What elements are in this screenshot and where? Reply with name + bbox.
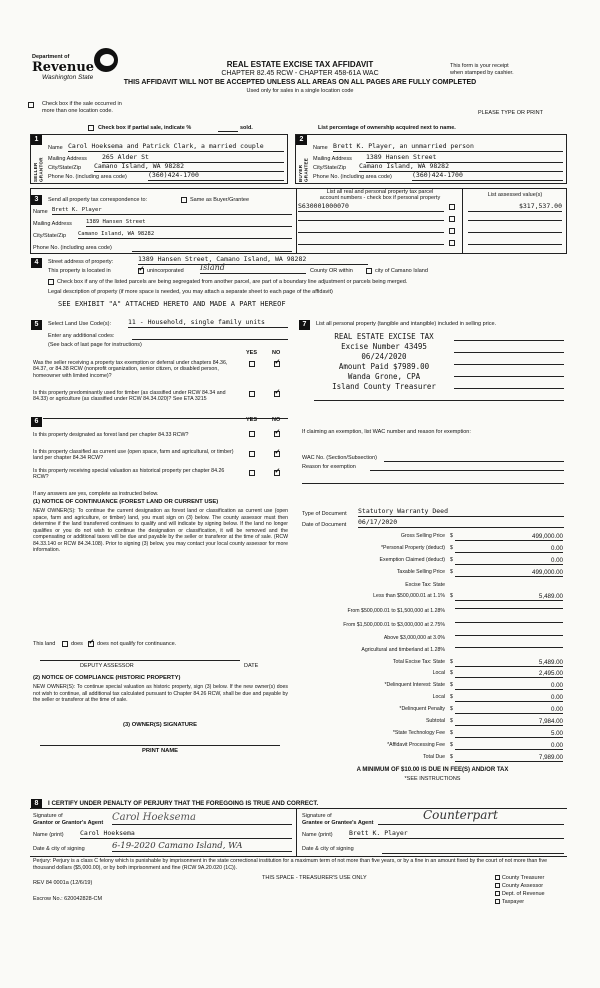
buyer-city-label: City/State/Zip <box>313 165 347 171</box>
tax-label: From $1,500,000.01 to $3,000,000 at 2.75% <box>343 622 445 628</box>
tax-value[interactable]: 5,489.00 <box>455 593 563 601</box>
reason-label: Reason for exemption <box>302 464 356 470</box>
copy-label: County Treasurer <box>501 875 545 881</box>
copy-dept-revenue <box>495 890 545 898</box>
reason-field-2[interactable] <box>302 483 564 484</box>
seller-phone-field[interactable]: (360)424-1700 <box>148 172 284 181</box>
corr-name-label: Name <box>33 209 48 215</box>
section-1-number: 1 <box>31 135 42 145</box>
s5-yes-header: YES <box>246 350 258 356</box>
seller-city-field[interactable]: Camano Island, WA 98282 <box>94 163 284 172</box>
doc-date-field[interactable]: 06/17/2020 <box>358 519 564 528</box>
land-does-label: This land <box>33 641 56 647</box>
receipt-note-2: when stamped by cashier. <box>450 70 514 76</box>
escrow-number: Escrow No.: 620042828-CM <box>33 896 103 902</box>
tax-row-tier2 <box>300 608 565 617</box>
tax-label: Exemption Claimed (deduct) <box>379 557 445 563</box>
tax-row-interest-state: *Delinquent Interest: State $ 0.00 <box>384 682 563 689</box>
s6-if-yes-note: If any answers are yes, complete as instructed below. <box>33 491 159 497</box>
buyer-address-field[interactable]: 1389 Hansen Street <box>366 154 563 163</box>
section3-divider <box>296 188 297 254</box>
tax-row-processing-fee: *Affidavit Processing Fee $ 0.00 <box>387 742 563 749</box>
sig-grantor-label-2: Grantor or Grantor's Agent <box>33 820 104 826</box>
s6-no-header: NO <box>272 417 281 423</box>
tax-label: Agricultural and timberland at 1.28% <box>361 647 445 653</box>
tax-label: Taxable Selling Price <box>396 569 445 575</box>
land-use-field[interactable]: 11 - Household, single family units <box>128 319 288 328</box>
seller-address-field[interactable]: 265 Alder St <box>102 154 284 163</box>
tax-value[interactable]: 7,989.00 <box>455 754 563 762</box>
tax-label: *Delinquent Penalty <box>399 706 445 712</box>
owner-print-name-line[interactable] <box>40 745 280 746</box>
additional-codes-field[interactable] <box>132 339 288 340</box>
minimum-due-note: A MINIMUM OF $10.00 IS DUE IN FEE(S) AND/OR TAX <box>356 767 509 773</box>
tax-value[interactable] <box>455 622 563 623</box>
assessed-divider <box>462 188 463 254</box>
single-use-note: Used only for sales in a single location code <box>246 88 354 94</box>
parcel-number-field-2[interactable] <box>298 220 444 221</box>
tax-value[interactable] <box>455 635 563 636</box>
seller-address-label: Mailing Address <box>48 156 87 162</box>
corr-name-field[interactable]: Brett K. Player <box>52 207 292 215</box>
parcel-personal-checkbox-1[interactable] <box>449 204 455 212</box>
s5-no-header: NO <box>272 350 281 356</box>
tax-label: Local <box>432 694 445 700</box>
seller-name-field[interactable]: Carol Hoeksema and Patrick Clark, a married couple <box>68 143 284 152</box>
parcels-header-2: account numbers - check box if personal property <box>319 195 441 201</box>
grantee-date-city-field[interactable] <box>382 853 564 854</box>
s6-yes-header: YES <box>246 417 258 423</box>
wac-label: WAC No. (Section/Subsection) <box>302 455 377 461</box>
tax-label: Above $3,000,000 at 3.0% <box>383 635 445 641</box>
assessed-header: List assessed value(s) <box>487 192 543 198</box>
exemption-claim-label: If claiming an exemption, list WAC number and reason for exemption: <box>302 429 471 435</box>
doc-type-label: Type of Document <box>302 511 347 517</box>
rev-code: REV 84 0001a (12/6/19) <box>33 880 93 886</box>
tax-value[interactable]: 0.00 <box>455 742 563 750</box>
parcel-number-field-4[interactable] <box>298 244 444 245</box>
parcel-personal-checkbox-3[interactable] <box>449 228 455 236</box>
tax-row-local: Local $ 2,495.00 <box>432 670 563 677</box>
tax-label: Total Due <box>423 754 445 760</box>
tax-value[interactable]: 0.00 <box>455 694 563 702</box>
tax-row-tier1: Less than $500,000.01 at 1.1% $ 5,489.00 <box>373 593 563 600</box>
assessed-value-field-3[interactable] <box>468 232 562 233</box>
tax-label: *Personal Property (deduct) <box>380 545 445 551</box>
tax-label: Total Excise Tax: State <box>392 659 445 665</box>
notice-continuance-title: (1) NOTICE OF CONTINUANCE (FOREST LAND OR CURRENT USE) <box>33 499 219 505</box>
type-or-print: PLEASE TYPE OR PRINT <box>478 110 544 116</box>
tax-row-agricultural <box>300 647 565 656</box>
buyer-side-label: BUYER GRANTEE <box>298 157 309 182</box>
s6-q1-yes-checkbox[interactable] <box>249 431 255 439</box>
section-5-number: 5 <box>31 320 42 330</box>
form-title: REAL ESTATE EXCISE TAX AFFIDAVIT <box>226 60 374 69</box>
tax-value[interactable]: 5,489.00 <box>455 659 563 667</box>
tax-value[interactable]: 7,984.00 <box>455 718 563 726</box>
seller-city-label: City/State/Zip <box>48 165 82 171</box>
deputy-assessor-line[interactable] <box>40 660 240 661</box>
grantee-date-city-label: Date & city of signing <box>302 846 354 852</box>
grantor-signature[interactable]: Carol Hoeksema <box>112 812 292 825</box>
unincorporated-checkbox[interactable] <box>138 268 144 276</box>
tax-value[interactable] <box>455 647 563 648</box>
s5-q2-no-checkbox[interactable] <box>274 391 280 399</box>
tax-value[interactable]: 499,000.00 <box>455 533 563 541</box>
same-as-buyer-checkbox[interactable] <box>181 197 187 205</box>
street-label: Street address of property: <box>48 259 114 265</box>
tax-value[interactable]: 0.00 <box>455 545 563 553</box>
copy-label: Taxpayer <box>501 899 525 905</box>
tax-row-tier4 <box>300 635 565 644</box>
multi-location-label-2: more than one location code. <box>42 108 113 114</box>
receipt-note-1: This form is your receipt <box>450 63 509 69</box>
parcel-personal-checkbox-2[interactable] <box>449 216 455 224</box>
s5-question-2: Is this property predominantly used for timber (as classified under RCW 84.34 and 84.33) or agriculture (as classified under RCW 84.34.020)? See ETA 3215 <box>33 390 226 403</box>
corr-phone-label: Phone No. (including area code) <box>33 245 112 251</box>
grantor-date-city-field[interactable]: 6-19-2020 Camano Island, WA <box>112 841 292 852</box>
legal-description-label: Legal description of property (if more space is needed, you may attach a separate sheet to each page of the affidavit) <box>48 289 333 295</box>
seller-name-label: Name <box>48 145 63 151</box>
buyer-city-field[interactable]: Camano Island, WA 98282 <box>359 163 563 172</box>
copy-label: Dept. of Revenue <box>501 891 545 897</box>
tax-value[interactable]: 5.00 <box>455 730 563 738</box>
tax-label: Local <box>432 670 445 676</box>
partial-sale-percent-field[interactable] <box>218 131 238 132</box>
tax-row-excise-header <box>300 582 565 591</box>
copy-county-treasurer <box>495 874 544 882</box>
land-does-not-label: does not qualify for continuance. <box>97 641 177 647</box>
form-warning: THIS AFFIDAVIT WILL NOT BE ACCEPTED UNLESS ALL AREAS ON ALL PAGES ARE FULLY COMPLETED <box>123 79 477 86</box>
section8-divider <box>296 808 297 856</box>
perjury-rule <box>30 856 567 857</box>
tax-value[interactable]: 0.00 <box>455 682 563 690</box>
copy-county-assessor <box>495 882 543 890</box>
doc-type-field[interactable]: Statutory Warranty Deed <box>358 508 564 517</box>
sig-grantor-label-1: Signature of <box>33 813 63 819</box>
correspondence-label: Send all property tax correspondence to: <box>48 197 148 203</box>
s5-q2-yes-checkbox[interactable] <box>249 391 255 399</box>
corr-city-field[interactable]: Camano Island, WA 98282 <box>78 231 292 239</box>
sig-grantee-label-1: Signature of <box>302 813 332 819</box>
notice-continuance-body: NEW OWNER(S): To continue the current designation as forest land or classification as current use (open space, farm and agriculture, or timber) land, you must sign on (3) below. The county assessor must then determine if the land transferred continues to qualify and will indicate by signing below. If the land no longer qualifies or you do not wish to continue the designation or classification, it will be removed and the compensating or additional taxes will be due and payable by the seller or transferor at the time of sale. (RCW 84.33.140 or RCW 84.34.108). Prior to signing (3) below, you may contact your local county assessor for more information. <box>33 508 288 553</box>
personal-property-label: List all personal property (tangible and intangible) included in selling price. <box>316 321 497 327</box>
land-use-label: Select Land Use Code(s): <box>48 321 111 327</box>
section-2-number: 2 <box>296 135 307 145</box>
additional-codes-label: Enter any additional codes: <box>48 333 115 339</box>
treasurer-stamp <box>314 332 564 412</box>
partial-sale-checkbox[interactable] <box>88 125 94 133</box>
multi-location-checkbox[interactable] <box>28 102 34 110</box>
street-address-field[interactable]: 1389 Hansen Street, Camano Island, WA 98282 <box>138 256 368 265</box>
treasurer-use-label: THIS SPACE - TREASURER'S USE ONLY <box>262 875 367 881</box>
grantor-date-city-label: Date & city of signing <box>33 846 85 852</box>
form-chapters: CHAPTER 82.45 RCW - CHAPTER 458-61A WAC <box>221 70 379 77</box>
s6-q2-yes-checkbox[interactable] <box>249 451 255 459</box>
same-as-buyer-label: Same as Buyer/Grantee <box>190 197 250 203</box>
parcel-personal-checkbox-4[interactable] <box>449 240 455 248</box>
tax-label: Less than $500,000.01 at 1.1% <box>373 593 445 599</box>
s5-q1-yes-checkbox[interactable] <box>249 361 255 369</box>
unincorporated-label: unincorporated <box>147 268 184 274</box>
section-3-number: 3 <box>31 195 42 205</box>
assessed-value-field-4[interactable] <box>468 244 562 245</box>
assessed-value-field-2[interactable] <box>468 220 562 221</box>
s6-q3-no-checkbox[interactable] <box>274 470 280 478</box>
tax-row-interest-local: Local $ 0.00 <box>432 694 563 701</box>
tax-row-personal: *Personal Property (deduct) $ 0.00 <box>380 545 563 552</box>
parcel-number-field-3[interactable] <box>298 232 444 233</box>
corr-address-label: Mailing Address <box>33 221 72 227</box>
segregated-label: Check box if any of the listed parcels are being segregated from another parcel, are part of a boundary line adjustment or parcels being merged. <box>57 279 408 285</box>
corr-address-field[interactable]: 1389 Hansen Street <box>86 219 292 227</box>
land-does-checkbox[interactable] <box>62 641 68 649</box>
stamp-line-5: Wanda Grone, CPA <box>314 372 454 381</box>
tax-label: Excise Tax: State <box>405 582 445 588</box>
logo-word: Revenue <box>32 60 95 75</box>
deputy-date-label: DATE <box>244 663 259 669</box>
segregated-checkbox[interactable] <box>48 279 54 287</box>
reason-field[interactable] <box>370 470 564 471</box>
county-field[interactable]: Island <box>200 263 306 274</box>
dept-line: Department of <box>32 54 70 60</box>
within-city-checkbox[interactable] <box>366 268 372 276</box>
logo-mark-icon <box>94 48 118 72</box>
partial-sale-sold: sold. <box>240 125 253 131</box>
tax-row-total-due: Total Due $ 7,989.00 <box>423 754 563 761</box>
corr-city-label: City/State/Zip <box>33 233 67 239</box>
tax-row-subtotal: Subtotal $ 7,984.00 <box>425 718 563 725</box>
s6-question-3: Is this property receiving special valuation as historical property per chapter 84.26 RCW? <box>33 468 225 481</box>
tax-value[interactable]: 0.00 <box>455 706 563 714</box>
s6-question-2: Is this property classified as current use (open space, farm and agricultural, or timber) land per chapter 84.34 RCW? <box>33 449 234 462</box>
s5-q1-no-checkbox[interactable] <box>274 361 280 369</box>
partial-sale-label: Check box if partial sale, indicate % <box>98 125 192 131</box>
stamp-line-2: Excise Number 43495 <box>314 342 454 351</box>
buyer-name-label: Name <box>313 145 328 151</box>
certify-statement: I CERTIFY UNDER PENALTY OF PERJURY THAT THE FOREGOING IS TRUE AND CORRECT. <box>48 800 319 807</box>
corr-phone-field[interactable] <box>132 251 292 252</box>
s6-q1-no-checkbox[interactable] <box>274 431 280 439</box>
grantor-print-field[interactable]: Carol Hoeksema <box>80 830 292 839</box>
grantee-signature[interactable]: Counterpart <box>378 808 564 825</box>
buyer-phone-field[interactable]: (360)424-1700 <box>412 172 563 181</box>
grantee-print-field[interactable]: Brett K. Player <box>349 830 564 839</box>
tax-label: *Affidavit Processing Fee <box>387 742 445 748</box>
seller-side-label: SELLER GRANTOR <box>33 157 44 182</box>
section-4-number: 4 <box>31 258 42 268</box>
located-label: This property is located in <box>48 268 111 274</box>
tax-row-tech-fee: *State Technology Fee $ 5.00 <box>392 730 563 737</box>
s5-question-1: Was the seller receiving a property tax exemption or deferral under chapters 84.36, 84.37, or 84.38 RCW (nonprofit organization, senior citizen, or disabled person, homeowner with limited income)? <box>33 360 228 379</box>
ownership-note: List percentage of ownership acquired next to name. <box>318 125 456 131</box>
section-7-number: 7 <box>299 320 310 330</box>
state-line: Washington State <box>42 74 94 81</box>
tax-row-tier3 <box>300 622 565 631</box>
print-name-label: PRINT NAME <box>141 748 179 754</box>
doc-date-label: Date of Document <box>302 522 347 528</box>
buyer-name-field[interactable]: Brett K. Player, an unmarried person <box>333 143 563 152</box>
stamp-line-4: Amount Paid $7989.00 <box>314 362 454 371</box>
tax-row-taxable: Taxable Selling Price $ 499,000.00 <box>396 569 563 576</box>
s6-q2-no-checkbox[interactable] <box>274 451 280 459</box>
grantee-print-label: Name (print) <box>302 832 333 838</box>
see-back-note: (See back of last page for instructions) <box>48 342 142 348</box>
s6-q3-yes-checkbox[interactable] <box>249 470 255 478</box>
s6-question-1: Is this property designated as forest land per chapter 84.33 RCW? <box>33 432 189 438</box>
stamp-line-6: Island County Treasurer <box>314 382 454 391</box>
tax-label: Subtotal <box>425 718 445 724</box>
notice-compliance-body: NEW OWNER(S): To continue special valuation as historic property, sign (3) below. If the new owner(s) does not wish to continue, all additional tax calculated pursuant to Chapter 84.26 RCW, shall be due and payable by the seller or transferor at the time of sale. <box>33 684 288 703</box>
tax-value[interactable]: 0.00 <box>455 557 563 565</box>
sig-grantee-label-2: Grantee or Grantee's Agent <box>302 820 374 826</box>
stamp-line-1: REAL ESTATE EXCISE TAX <box>314 332 454 341</box>
stamp-line-3: 06/24/2020 <box>314 352 454 361</box>
wac-field[interactable] <box>384 461 564 462</box>
perjury-notice: Perjury: Perjury is a class C felony which is punishable by imprisonment in the state correctional institution for a maximum term of not more than five years, or by a fine in an amount fixed by the court of not more than five thousand dollars ($5,000.00), or by both imprisonment and fine (RCW 9A.20.020 (1C)). <box>33 858 548 871</box>
parcel-number-field[interactable]: S630001000070 <box>298 203 444 212</box>
buyer-phone-label: Phone No. (including area code) <box>313 174 392 180</box>
exhibit-reference: SEE EXHIBIT "A" ATTACHED HERETO AND MADE A PART HEREOF <box>58 300 286 308</box>
tax-row-penalty: *Delinquent Penalty $ 0.00 <box>399 706 563 713</box>
land-does-not-checkbox[interactable] <box>88 641 94 649</box>
tax-label: Gross Selling Price <box>400 533 445 539</box>
see-instructions-note: *SEE INSTRUCTIONS <box>404 776 461 782</box>
deputy-assessor-label: DEPUTY ASSESSOR <box>80 663 134 669</box>
copy-taxpayer <box>495 898 524 906</box>
tax-row-exemption: Exemption Claimed (deduct) $ 0.00 <box>379 557 563 564</box>
tax-row-total-state: Total Excise Tax: State $ 5,489.00 <box>392 659 563 666</box>
tax-row-gross: Gross Selling Price $ 499,000.00 <box>400 533 563 540</box>
seller-phone-label: Phone No. (including area code) <box>48 174 127 180</box>
land-does-word: does <box>71 641 83 647</box>
multi-location-label-1: Check box if the sale occurred in <box>42 101 122 107</box>
tax-value[interactable] <box>455 608 563 609</box>
tax-label: From $500,000.01 to $1,500,000 at 1.28% <box>347 608 445 614</box>
tax-value[interactable]: 499,000.00 <box>455 569 563 577</box>
assessed-value-field[interactable]: $317,537.00 <box>468 203 562 212</box>
city-of-label: city of Camano Island <box>375 268 428 274</box>
tax-value[interactable]: 2,495.00 <box>455 670 563 678</box>
section-8-number: 8 <box>31 799 42 809</box>
notice-compliance-title: (2) NOTICE OF COMPLIANCE (HISTORIC PROPERTY) <box>33 675 181 681</box>
grantor-print-label: Name (print) <box>33 832 64 838</box>
parcels-header-1: List all real and personal property tax parcel <box>326 189 434 195</box>
buyer-address-label: Mailing Address <box>313 156 352 162</box>
located-county-or-within: County OR within <box>310 268 353 274</box>
copy-label: County Assessor <box>501 883 544 889</box>
owner-signature-label: (3) OWNER(S) SIGNATURE <box>123 722 197 728</box>
tax-label: *Delinquent Interest: State <box>384 682 445 688</box>
tax-label: *State Technology Fee <box>392 730 445 736</box>
section-6-number: 6 <box>31 417 42 427</box>
